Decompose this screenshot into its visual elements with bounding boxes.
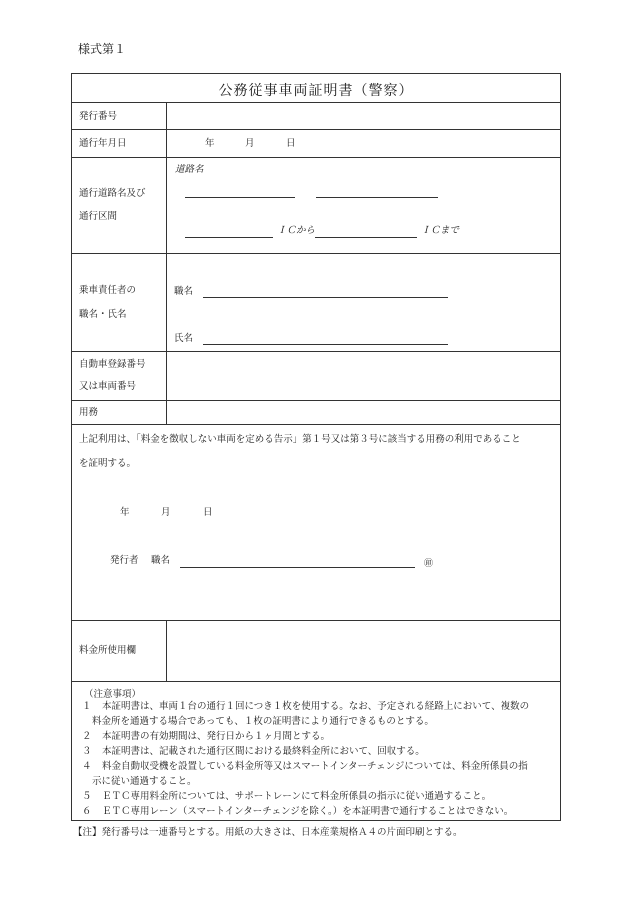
pass-date-row (72, 130, 560, 158)
road-section-label-cell (72, 158, 167, 253)
issuer-label: 発行者 (110, 555, 139, 566)
pass-date-day: 日 (286, 138, 296, 149)
issuer-title-label: 職名 (151, 555, 171, 566)
ic-to-line (315, 237, 417, 238)
pass-date-label: 通行年月日 (79, 138, 127, 149)
issuer-title-line (180, 567, 415, 568)
person-title-label: 職名 (174, 286, 194, 297)
note-number: ２ (82, 731, 92, 742)
issue-number-label-cell (72, 103, 167, 129)
ic-to-label: ＩＣまで (421, 225, 460, 236)
certification-row (72, 425, 560, 621)
tollbooth-use-label: 料金所使用欄 (79, 645, 137, 656)
note-item (82, 731, 330, 743)
ic-from-line (185, 237, 273, 238)
certificate-form (71, 73, 561, 821)
road-section-label-1: 通行道路名及び (79, 188, 146, 199)
road-name-line-1 (185, 197, 295, 198)
issue-date-year: 年 (120, 507, 130, 518)
person-name-line (203, 344, 448, 345)
issue-date-day: 日 (203, 507, 213, 518)
purpose-label: 用務 (79, 407, 99, 418)
footer-note: 【注】発行番号は一連番号とする。用紙の大きさは、日本産業規格Ａ４の片面印刷とする。 (73, 827, 463, 838)
note-text: ＥＴＣ専用レーン（スマートインターチェンジを除く。）を本証明書で通行することはできない。 (102, 806, 514, 817)
vehicle-number-label-cell (72, 352, 167, 400)
note-item (82, 746, 425, 758)
note-continuation: 示に従い通過すること。 (92, 776, 197, 787)
note-text: 料金自動収受機を設置している料金所等又はスマートインターチェンジについては、料金所係員の指 (102, 761, 528, 772)
road-section-label-2: 通行区間 (79, 211, 118, 222)
vehicle-label-1: 自動車登録番号 (79, 359, 146, 370)
note-item (82, 806, 513, 818)
note-number: ３ (82, 746, 92, 757)
person-label-2: 職名・氏名 (79, 309, 127, 320)
road-name-line-2 (316, 197, 438, 198)
note-number: ５ (82, 791, 92, 802)
title-row (72, 74, 560, 103)
person-title-line (203, 297, 448, 298)
note-number: ６ (82, 806, 92, 817)
tollbooth-use-label-cell (72, 621, 167, 681)
issue-date-month: 月 (161, 507, 171, 518)
person-name-label: 氏名 (174, 333, 194, 344)
form-number-label: 様式第１ (78, 42, 127, 56)
ic-from-label: ＩＣから (277, 225, 316, 236)
person-in-charge-row (72, 254, 560, 352)
note-text: 本証明書の有効期間は、発行日から１ヶ月間とする。 (102, 731, 331, 742)
issue-number-row (72, 103, 560, 130)
certification-text-line-1: 上記利用は、「料金を徴収しない車両を定める告示」第１号又は第３号に該当する用務の利用であること (79, 434, 521, 445)
person-in-charge-label-cell (72, 254, 167, 351)
pass-date-year: 年 (205, 138, 215, 149)
tollbooth-use-row (72, 621, 560, 682)
person-label-1: 乗車責任者の (79, 285, 137, 296)
purpose-row (72, 401, 560, 425)
road-name-label: 道路名 (175, 164, 204, 175)
issue-number-label: 発行番号 (79, 111, 118, 122)
note-text: ＥＴＣ専用料金所については、サポートレーンにて料金所係員の指示に従い通過すること。 (102, 791, 492, 802)
note-text: 本証明書は、車両１台の通行１回につき１枚を使用する。なお、予定される経路上において、複数の (102, 701, 530, 712)
notes-title: （注意事項） (84, 689, 142, 700)
note-item (82, 761, 528, 773)
note-number: ４ (82, 761, 92, 772)
vehicle-label-2: 又は車両番号 (79, 381, 137, 392)
seal-mark: ㊞ (424, 559, 434, 569)
purpose-label-cell (72, 401, 167, 424)
note-item (82, 791, 491, 803)
note-continuation: 料金所を通過する場合であっても、１枚の証明書により通行できるものとする。 (92, 716, 434, 727)
road-section-row (72, 158, 560, 254)
pass-date-label-cell (72, 130, 167, 157)
note-item (82, 701, 529, 713)
form-title: 公務従事車両証明書（警察） (218, 83, 414, 99)
pass-date-month: 月 (245, 138, 255, 149)
certification-text-line-2: を証明する。 (79, 458, 137, 469)
note-number: １ (82, 701, 92, 712)
note-text: 本証明書は、記載された通行区間における最終料金所において、回収する。 (102, 746, 425, 757)
notes-section (72, 682, 560, 820)
vehicle-number-row (72, 352, 560, 401)
